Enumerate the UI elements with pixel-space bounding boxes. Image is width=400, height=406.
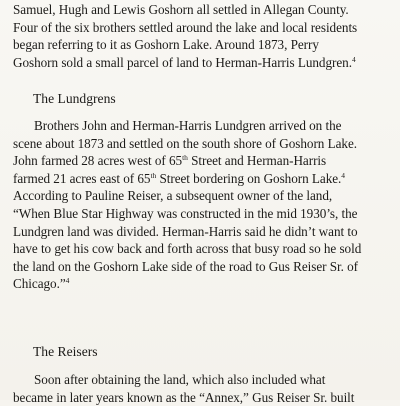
paragraph-line: Brothers John and Herman-Harris Lundgren arrived on the xyxy=(34,118,342,133)
section-heading-reisers: The Reisers xyxy=(33,344,98,359)
line-text: Street bordering on Goshorn Lake. xyxy=(156,170,342,186)
paragraph-lundgrens xyxy=(13,117,389,293)
footnote-marker: 4 xyxy=(341,170,345,180)
line-text: Chicago.” xyxy=(13,276,66,292)
paragraph-line xyxy=(13,170,389,188)
paragraph-line: the land on the Goshorn Lake side of the road to Gus Reiser Sr. of xyxy=(13,258,358,274)
paragraph-line: began referring to it as Goshorn Lake. Around 1873, Perry xyxy=(13,37,319,53)
ordinal-suffix: th xyxy=(182,153,188,163)
paragraph-line: Lundgren land was divided. Herman-Harris said he didn’t want to xyxy=(13,223,358,239)
footnote-marker: 4 xyxy=(351,54,356,64)
line-text: Street and Herman-Harris xyxy=(187,153,327,169)
line-text: John farmed 28 acres west of 65 xyxy=(13,153,183,169)
paragraph-line: have to get his cow back and forth across that busy road so he sold xyxy=(13,241,362,257)
paragraph-line xyxy=(13,152,389,170)
ordinal-suffix: th xyxy=(150,170,157,180)
paragraph-line: became in later years known as the “Annex,” Gus Reiser Sr. built xyxy=(13,389,355,405)
section-heading-lundgrens: The Lundgrens xyxy=(33,91,116,106)
paragraph-line: Soon after obtaining the land, which also included what xyxy=(34,372,326,387)
paragraph-line: scene about 1873 and settled on the south shore of Goshorn Lake. xyxy=(13,135,357,151)
paragraph-line xyxy=(13,54,389,72)
line-text: Goshorn sold a small parcel of land to Herman-Harris Lundgren. xyxy=(13,54,352,70)
bleed-through-text xyxy=(210,280,400,328)
paragraph-line: “When Blue Star Highway was constructed in the mid 1930’s, the xyxy=(13,205,358,221)
paragraph-line: Four of the six brothers settled around the lake and local residents xyxy=(13,19,358,35)
paragraph-goshorn xyxy=(13,1,389,71)
paragraph-reisers xyxy=(13,371,389,406)
line-text: farmed 21 acres east of 65 xyxy=(13,170,151,186)
paragraph-line: Samuel, Hugh and Lewis Goshorn all settled in Allegan County. xyxy=(13,2,349,17)
paragraph-line: According to Pauline Reiser, a subsequent owner of the land, xyxy=(13,188,333,204)
footnote-marker: 4 xyxy=(65,276,70,286)
